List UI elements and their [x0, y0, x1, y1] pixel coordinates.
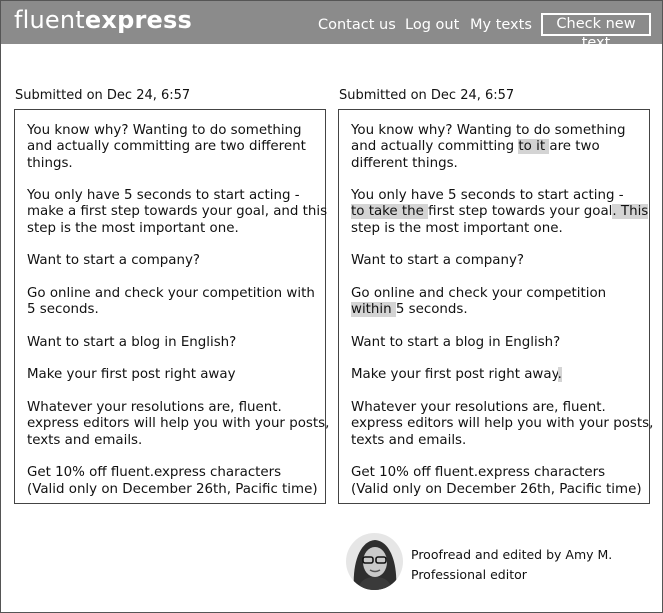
original-paragraph-4: Go online and check your competition with 5 seconds.: [27, 285, 315, 318]
edit-highlight: .: [557, 367, 562, 383]
original-submitted-date: Submitted on Dec 24, 6:57: [15, 88, 191, 103]
edited-paragraph-8: Get 10% off fluent.express characters (Valid only on December 26th, Pacific time): [351, 465, 642, 497]
original-paragraph-7: Whatever your resolutions are, fluent. express editors will help you with your posts, texts and emails.: [27, 400, 330, 448]
my-texts-link[interactable]: My texts: [470, 17, 532, 33]
check-new-text-button[interactable]: Check new text: [541, 13, 651, 36]
original-paragraph-8: Get 10% off fluent.express characters (Valid only on December 26th, Pacific time): [27, 465, 318, 497]
editor-photo: [346, 533, 403, 590]
edit-highlight: to it: [518, 139, 550, 155]
editor-credit: Proofread and edited by Amy M.: [411, 547, 613, 562]
original-paragraph-6: Make your first post right away: [27, 367, 236, 383]
contact-us-link[interactable]: Contact us: [318, 17, 396, 33]
logo[interactable]: [14, 6, 192, 34]
original-paragraph-5: Want to start a blog in English?: [27, 334, 237, 350]
edited-submitted-date: Submitted on Dec 24, 6:57: [339, 88, 515, 103]
original-paragraph-1: You know why? Wanting to do something and actually committing are two different things.: [27, 123, 306, 171]
edited-paragraph-5: Want to start a blog in English?: [351, 334, 561, 350]
editor-avatar: [346, 533, 403, 590]
original-paragraph-2: You only have 5 seconds to start acting - make a first step towards your goal, and this step is the most important one.: [27, 188, 328, 236]
edited-paragraph-1: You know why? Wanting to do something and actually committing to it are two different things.: [351, 123, 626, 171]
logo-bold-part: express: [84, 6, 192, 34]
log-out-link[interactable]: Log out: [405, 17, 460, 33]
editor-role: Professional editor: [411, 567, 527, 582]
logo-light-part: fluent: [14, 6, 85, 34]
edit-highlight: to take the: [351, 204, 429, 220]
edited-paragraph-7: Whatever your resolutions are, fluent. express editors will help you with your posts, texts and emails.: [351, 400, 654, 448]
edited-paragraph-6: Make your first post right away.: [351, 367, 562, 383]
edited-paragraph-2: You only have 5 seconds to start acting - to take the first step towards your goal. This step is the most important one.: [351, 188, 649, 236]
original-text-panel: [14, 109, 330, 504]
top-nav-bar: [1, 1, 662, 51]
edit-highlight: within: [351, 302, 396, 318]
edit-highlight: . This: [612, 204, 649, 220]
edited-paragraph-4: Go online and check your competition within 5 seconds.: [351, 285, 607, 318]
original-paragraph-3: Want to start a company?: [27, 253, 201, 269]
edited-paragraph-3: Want to start a company?: [351, 253, 525, 269]
edited-text-panel: [338, 109, 654, 504]
